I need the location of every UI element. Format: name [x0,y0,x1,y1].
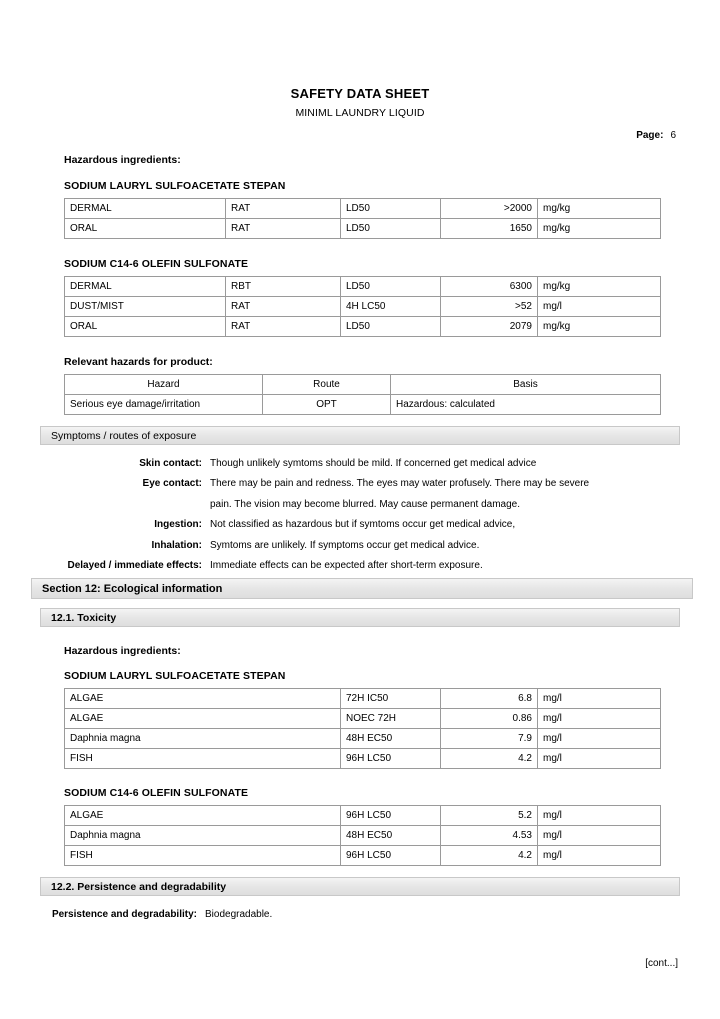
test-cell: NOEC 72H [341,709,441,729]
table-row [65,277,661,297]
species-cell: RAT [226,317,341,337]
table-row [65,689,661,709]
unit-cell: mg/l [538,846,661,866]
value-cell: 4.2 [441,846,538,866]
ecotox-substance-name-sodium-lauryl-sulfoacetate-stepan: SODIUM LAURYL SULFOACETATE STEPAN [64,670,286,682]
unit-cell: mg/kg [538,317,661,337]
basis-cell: Hazardous: calculated [391,395,661,415]
unit-cell: mg/kg [538,219,661,239]
value-cell: >2000 [441,199,538,219]
value-cell: 7.9 [441,729,538,749]
species-cell: RAT [226,297,341,317]
unit-cell: mg/l [538,749,661,769]
unit-cell: mg/l [538,826,661,846]
value-cell: 5.2 [441,806,538,826]
table-row [65,219,661,239]
page-number-block [636,130,676,141]
section-12-title: Section 12: Ecological information [42,582,223,595]
species-cell: RAT [226,199,341,219]
route-cell: DUST/MIST [65,297,226,317]
ecotoxicity-table-sls-stepan [64,688,661,769]
organism-cell: ALGAE [65,709,341,729]
value-cell: 6.8 [441,689,538,709]
symptom-label: Ingestion: [154,519,202,530]
table-row [65,709,661,729]
symptom-label: Skin contact: [139,458,202,469]
test-cell: LD50 [341,317,441,337]
route-cell: DERMAL [65,277,226,297]
persistence-value: Biodegradable. [205,909,273,920]
continuation-marker: [cont...] [645,958,678,969]
unit-cell: mg/l [538,297,661,317]
value-cell: 0.86 [441,709,538,729]
value-cell: 6300 [441,277,538,297]
column-header-hazard: Hazard [65,375,263,395]
organism-cell: Daphnia magna [65,826,341,846]
relevant-hazards-table [64,374,661,415]
value-cell: 4.2 [441,749,538,769]
value-cell: 1650 [441,219,538,239]
organism-cell: ALGAE [65,806,341,826]
column-header-route: Route [263,375,391,395]
symptom-label: Inhalation: [151,540,202,551]
test-cell: 48H EC50 [341,729,441,749]
symptom-value: Symtoms are unlikely. If symptoms occur get medical advice. [210,540,480,551]
symptoms-routes-of-exposure-bar [40,426,680,445]
organism-cell: Daphnia magna [65,729,341,749]
symptoms-bar-label: Symptoms / routes of exposure [51,429,197,442]
species-cell: RBT [226,277,341,297]
value-cell: 2079 [441,317,538,337]
ecotox-hazardous-ingredients-label: Hazardous ingredients: [64,645,181,657]
acute-toxicity-table-olefin-sulfonate [64,276,661,337]
unit-cell: mg/kg [538,277,661,297]
ecotox-substance-name-sodium-c14-6-olefin-sulfonate: SODIUM C14-6 OLEFIN SULFONATE [64,787,249,799]
unit-cell: mg/l [538,709,661,729]
symptom-label: Delayed / immediate effects: [67,560,202,571]
table-row [65,729,661,749]
test-cell: LD50 [341,277,441,297]
symptom-value: pain. The vision may become blurred. May cause permanent damage. [210,499,520,510]
test-cell: 96H LC50 [341,749,441,769]
section-12-2-persistence-bar [40,877,680,896]
document-title: SAFETY DATA SHEET [290,86,430,101]
route-cell: ORAL [65,317,226,337]
symptom-value: Though unlikely symtoms should be mild. If concerned get medical advice [210,458,537,469]
test-cell: 96H LC50 [341,806,441,826]
unit-cell: mg/l [538,689,661,709]
unit-cell: mg/l [538,806,661,826]
test-cell: 72H IC50 [341,689,441,709]
table-row [65,317,661,337]
organism-cell: FISH [65,749,341,769]
ecotoxicity-table-olefin-sulfonate [64,805,661,866]
symptom-value: Immediate effects can be expected after short-term exposure. [210,560,483,571]
unit-cell: mg/kg [538,199,661,219]
unit-cell: mg/l [538,729,661,749]
table-row [65,806,661,826]
section-12-1-toxicity-bar [40,608,680,627]
acute-toxicity-table-sls-stepan [64,198,661,239]
organism-cell: ALGAE [65,689,341,709]
species-cell: RAT [226,219,341,239]
page-number-value: 6 [670,130,676,141]
test-cell: LD50 [341,219,441,239]
table-row [65,749,661,769]
table-row [65,826,661,846]
page-label: Page: [636,130,664,141]
organism-cell: FISH [65,846,341,866]
table-header-row [65,375,661,395]
substance-name-sodium-c14-6-olefin-sulfonate: SODIUM C14-6 OLEFIN SULFONATE [64,258,249,270]
route-cell: OPT [263,395,391,415]
substance-name-sodium-lauryl-sulfoacetate-stepan: SODIUM LAURYL SULFOACETATE STEPAN [64,180,286,192]
test-cell: 96H LC50 [341,846,441,866]
persistence-label: Persistence and degradability: [51,909,197,920]
column-header-basis: Basis [391,375,661,395]
section-12-1-label: 12.1. Toxicity [51,611,117,624]
symptom-label: Eye contact: [142,478,202,489]
value-cell: >52 [441,297,538,317]
test-cell: LD50 [341,199,441,219]
table-row [65,395,661,415]
symptom-value: There may be pain and redness. The eyes may water profusely. There may be severe [210,478,590,489]
route-cell: ORAL [65,219,226,239]
route-cell: DERMAL [65,199,226,219]
table-row [65,846,661,866]
symptom-value: Not classified as hazardous but if symtoms occur get medical advice, [210,519,516,530]
section-12-header-bar [31,578,693,599]
test-cell: 4H LC50 [341,297,441,317]
hazard-cell: Serious eye damage/irritation [65,395,263,415]
test-cell: 48H EC50 [341,826,441,846]
value-cell: 4.53 [441,826,538,846]
table-row [65,199,661,219]
product-name-subtitle: MINIML LAUNDRY LIQUID [295,107,425,119]
section-12-2-label: 12.2. Persistence and degradability [51,880,227,893]
toxicology-hazardous-ingredients-label: Hazardous ingredients: [64,154,181,166]
relevant-hazards-label: Relevant hazards for product: [64,356,213,368]
table-row [65,297,661,317]
